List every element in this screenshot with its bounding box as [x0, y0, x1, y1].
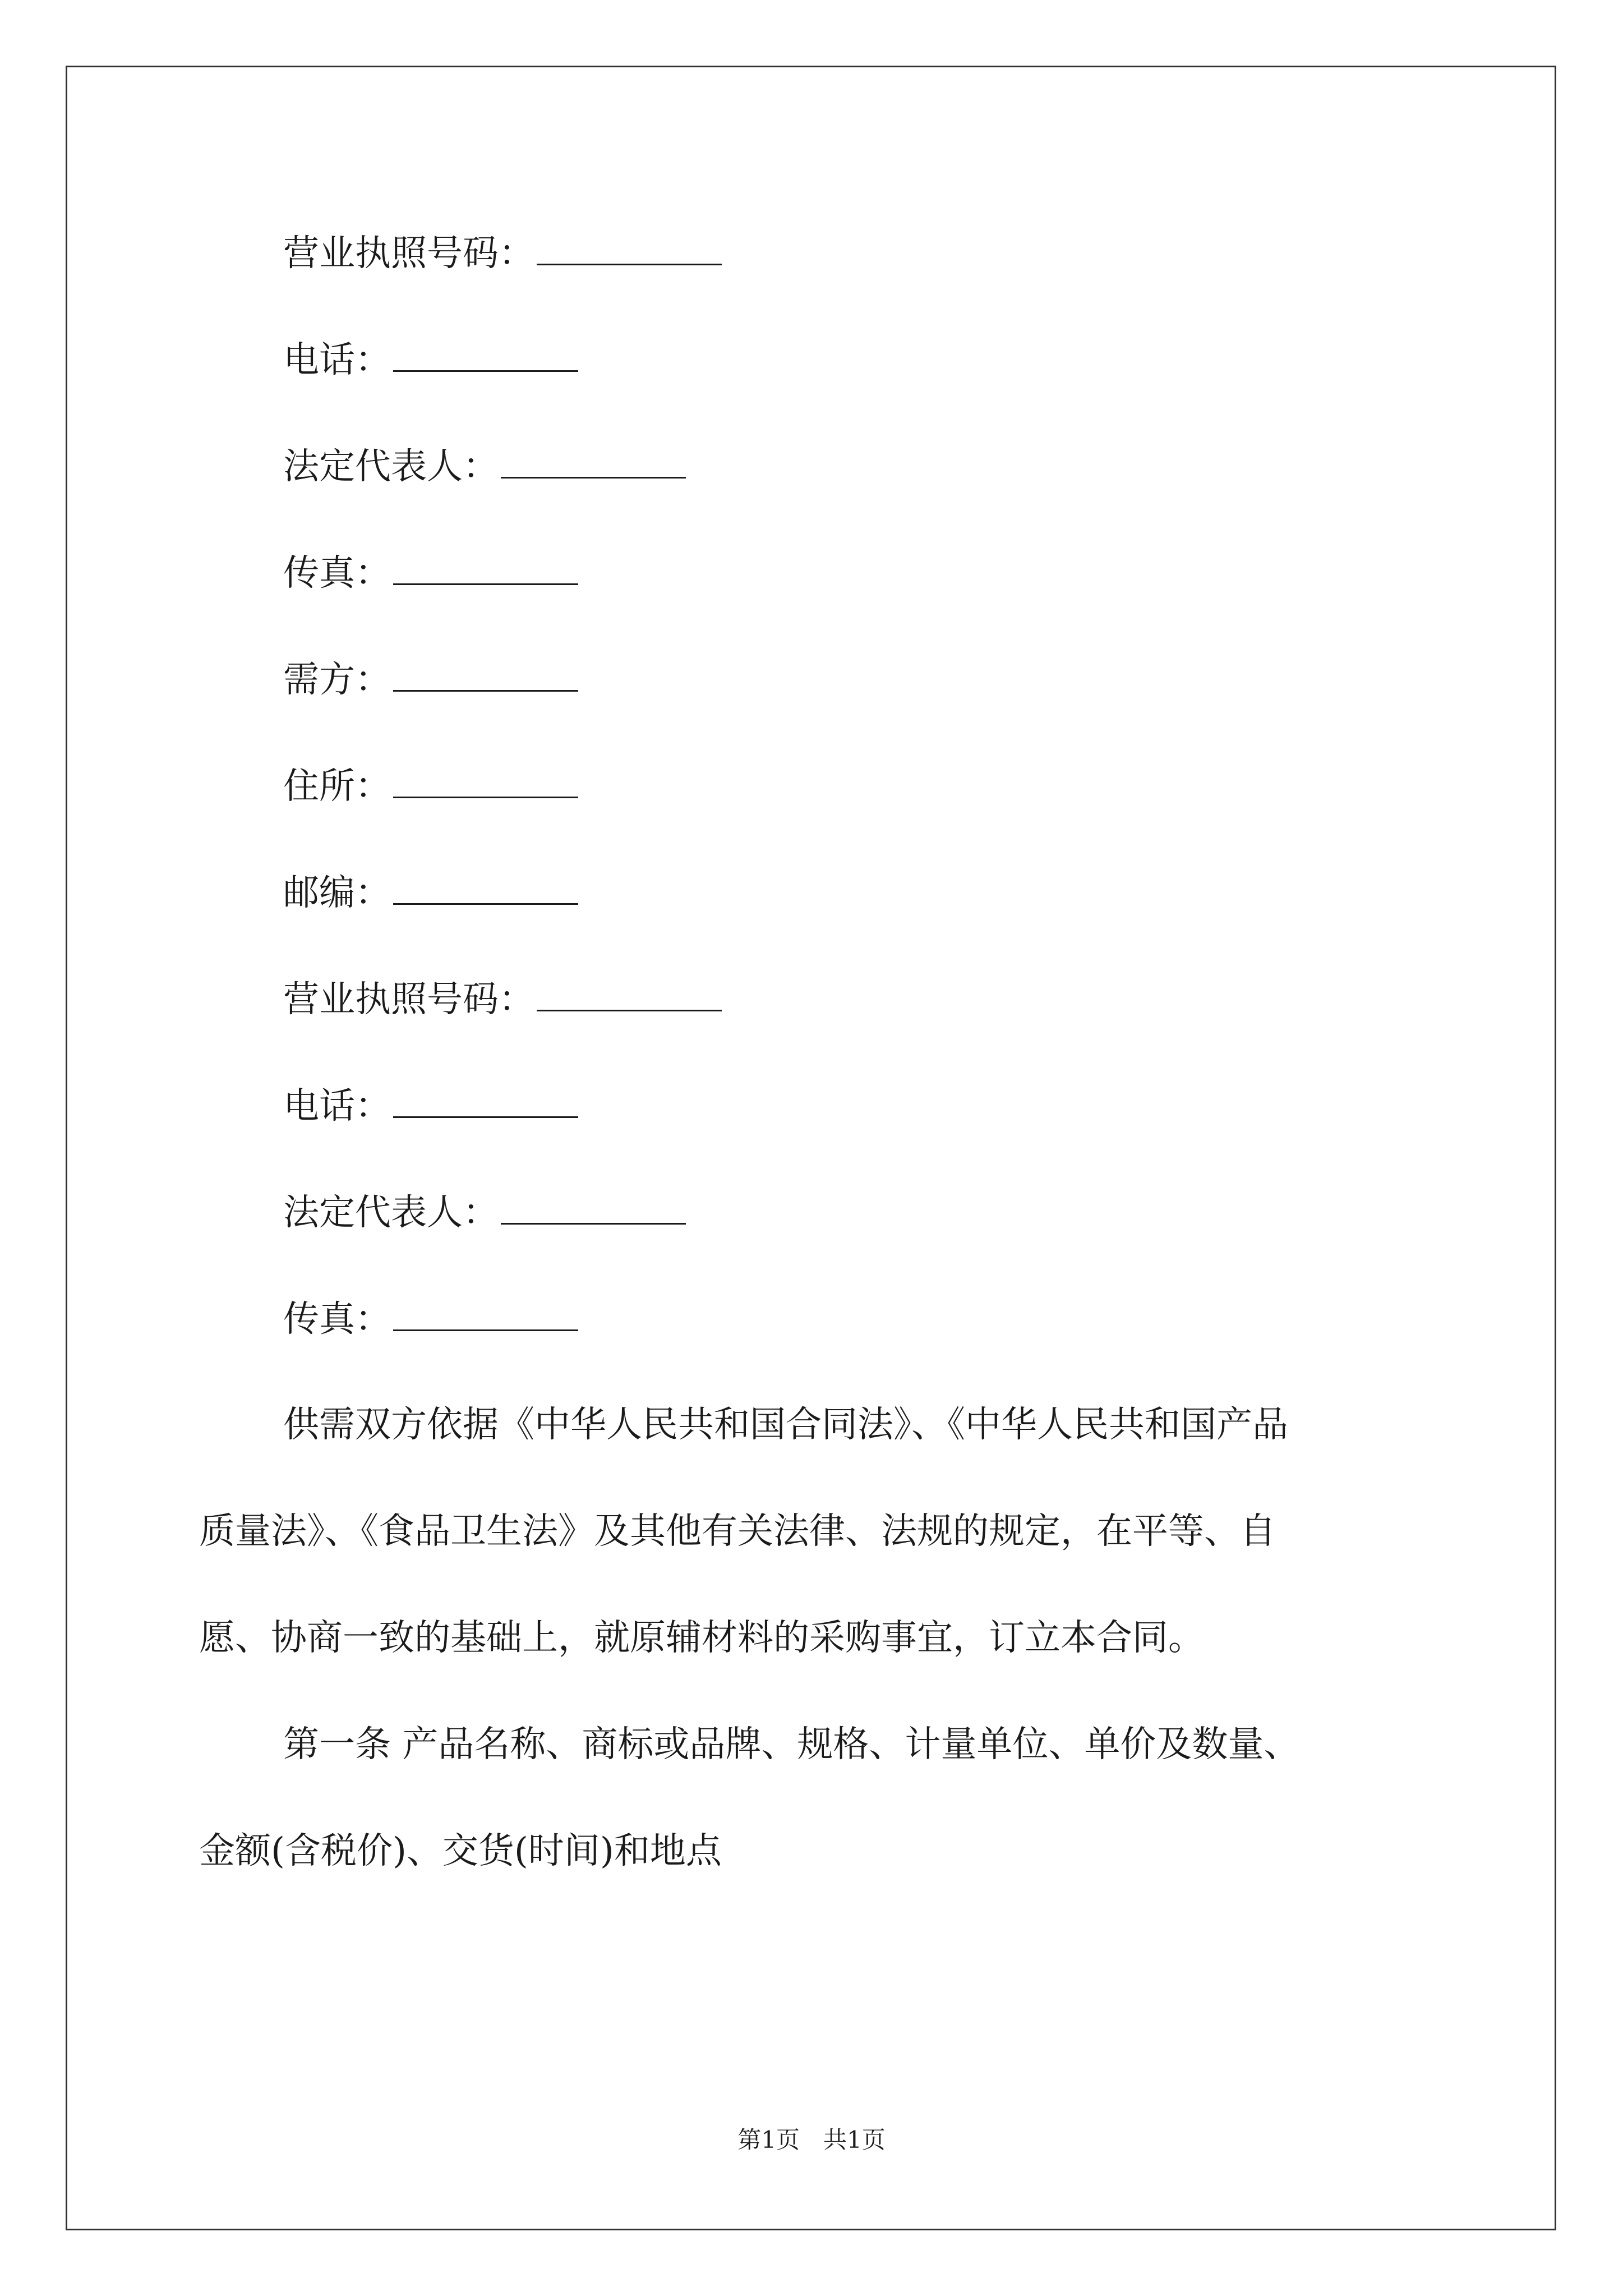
field-label: 传真： [283, 1299, 391, 1340]
field-label: 住所： [283, 766, 391, 807]
fill-in-blank[interactable] [501, 443, 686, 478]
field-label: 营业执照号码： [283, 979, 534, 1020]
field-label: 电话： [283, 339, 391, 381]
field-label: 传真： [283, 553, 391, 594]
field-buyer [283, 656, 578, 702]
field-legal-representative [283, 1189, 686, 1235]
article-one-line-2: 金额(含税价)、交货(时间)和地点 [199, 1830, 722, 1872]
field-label: 邮编： [283, 872, 391, 914]
page-footer: 第1页 共1页 [737, 2126, 886, 2154]
field-business-license-number [283, 976, 722, 1022]
fill-in-blank[interactable] [393, 869, 578, 905]
fill-in-blank[interactable] [393, 1083, 578, 1118]
fill-in-blank[interactable] [393, 1296, 578, 1331]
field-legal-representative [283, 443, 686, 489]
paragraph-basis-line-2: 质量法》、《食品卫生法》及其他有关法律、法规的规定，在平等、自 [199, 1511, 1276, 1552]
page-border [66, 66, 1556, 2230]
field-phone [283, 1083, 578, 1129]
field-label: 营业执照号码： [283, 233, 534, 274]
fill-in-blank[interactable] [393, 550, 578, 585]
article-one-line-1: 第一条 产品名称、商标或品牌、规格、计量单位、单价及数量、 [283, 1724, 1300, 1765]
fill-in-blank[interactable] [393, 656, 578, 692]
fill-in-blank[interactable] [393, 337, 578, 372]
fill-in-blank[interactable] [537, 976, 722, 1011]
field-label: 法定代表人： [283, 446, 499, 487]
field-postcode [283, 869, 578, 915]
field-fax [283, 1296, 578, 1342]
field-label: 电话： [283, 1085, 391, 1127]
field-label: 法定代表人： [283, 1192, 499, 1234]
paragraph-basis-line-1: 供需双方依据《中华人民共和国合同法》、《中华人民共和国产品 [283, 1404, 1288, 1446]
field-fax [283, 550, 578, 596]
fill-in-blank[interactable] [501, 1189, 686, 1225]
fill-in-blank[interactable] [393, 763, 578, 798]
field-phone [283, 337, 578, 383]
fill-in-blank[interactable] [537, 230, 722, 265]
field-business-license-number [283, 230, 722, 276]
field-label: 需方： [283, 659, 391, 701]
field-address [283, 763, 578, 809]
paragraph-basis-line-3: 愿、协商一致的基础上，就原辅材料的采购事宜，订立本合同。 [199, 1617, 1204, 1659]
